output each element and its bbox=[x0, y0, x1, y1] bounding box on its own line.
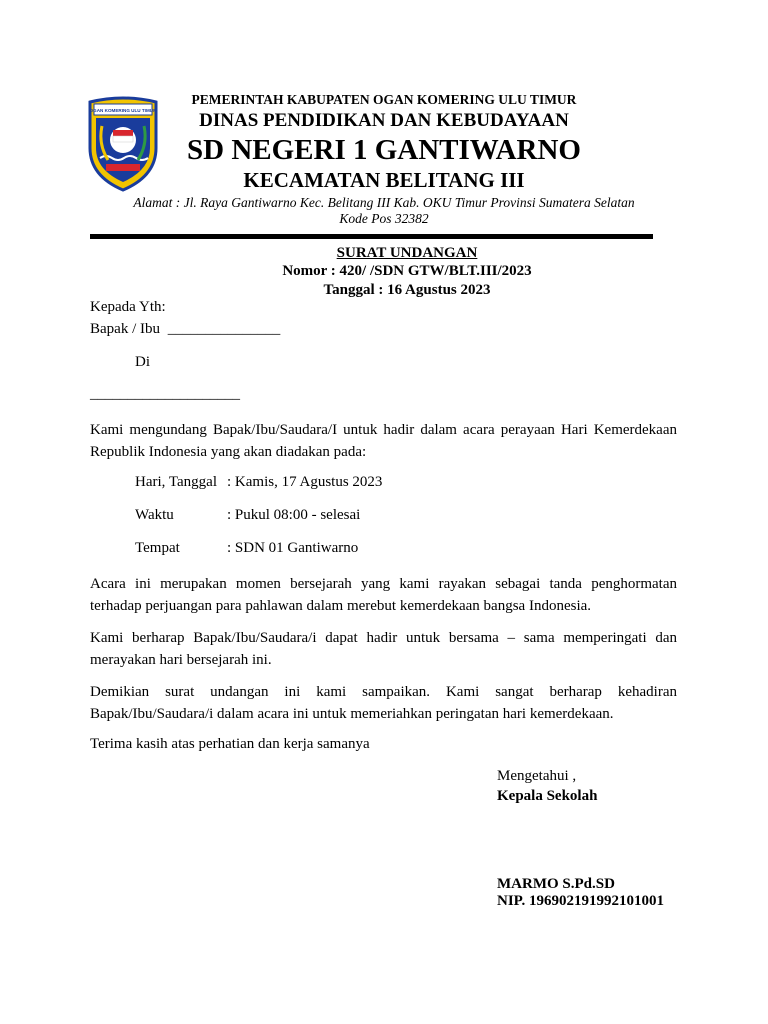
letter-number: Nomor : 420/ /SDN GTW/BLT.III/2023 bbox=[282, 263, 532, 279]
letter-title: SURAT UNDANGAN bbox=[336, 245, 478, 261]
detail-label-place: Tempat bbox=[135, 540, 180, 556]
emblem-banner-text: OGAN KOMERING ULU TIMUR bbox=[89, 108, 157, 113]
emblem-ribbon bbox=[106, 164, 140, 171]
letterhead-postal-code: Kode Pos 32382 bbox=[339, 211, 429, 226]
letterhead-divider bbox=[90, 234, 653, 239]
emblem-flag-white bbox=[113, 136, 133, 142]
letter-date: Tanggal : 16 Agustus 2023 bbox=[323, 282, 491, 298]
recipient-to: Kepada Yth: bbox=[90, 299, 166, 315]
letterhead-government: PEMERINTAH KABUPATEN OGAN KOMERING ULU TIMUR bbox=[191, 92, 577, 107]
recipient-name-blank: _______________ bbox=[167, 321, 281, 337]
detail-value-day: : Kamis, 17 Agustus 2023 bbox=[227, 474, 383, 490]
recipient-at: Di bbox=[135, 354, 150, 370]
body-paragraph-3: Demikian surat undangan ini kami sampaikan. Kami sangat berharap kehadiran Bapak/Ibu/Saudara/i dalam acara ini untuk memeriahkan peringatan hari kemerdekaan. bbox=[90, 684, 677, 722]
emblem-flag-red bbox=[113, 130, 133, 136]
letterhead-department: DINAS PENDIDIKAN DAN KEBUDAYAAN bbox=[199, 110, 569, 131]
body-paragraph-1: Acara ini merupakan momen bersejarah yang kami rayakan sebagai tanda penghormatan terhadap perjuangan para pahlawan dalam merebut kemerdekaan bangsa Indonesia. bbox=[90, 576, 677, 614]
recipient-name-line bbox=[90, 321, 280, 338]
detail-label-day: Hari, Tanggal bbox=[135, 474, 217, 490]
signature-position: Kepala Sekolah bbox=[497, 788, 598, 804]
regency-emblem-logo bbox=[86, 96, 160, 192]
opening-paragraph: Kami mengundang Bapak/Ibu/Saudara/I untuk hadir dalam acara perayaan Hari Kemerdekaan Republik Indonesia yang akan diadakan pada: bbox=[90, 422, 677, 460]
signature-nip: NIP. 196902191992101001 bbox=[497, 893, 664, 909]
letterhead-address: Alamat : Jl. Raya Gantiwarno Kec. Belitang III Kab. OKU Timur Provinsi Sumatera Selatan bbox=[133, 195, 635, 210]
letterhead-school-name: SD NEGERI 1 GANTIWARNO bbox=[187, 134, 581, 166]
detail-label-time: Waktu bbox=[135, 507, 174, 523]
recipient-place-blank: ____________________ bbox=[90, 386, 240, 402]
closing-line: Terima kasih atas perhatian dan kerja samanya bbox=[90, 736, 370, 752]
detail-value-time: : Pukul 08:00 - selesai bbox=[227, 507, 361, 523]
signature-name: MARMO S.Pd.SD bbox=[497, 876, 615, 892]
body-paragraph-2: Kami berharap Bapak/Ibu/Saudara/i dapat hadir untuk bersama – sama memperingati dan merayakan hari bersejarah ini. bbox=[90, 630, 677, 668]
detail-value-place: : SDN 01 Gantiwarno bbox=[227, 540, 359, 556]
recipient-name-label: Bapak / Ibu bbox=[90, 321, 160, 337]
signature-acknowledged: Mengetahui , bbox=[497, 768, 577, 784]
letterhead-district: KECAMATAN BELITANG III bbox=[243, 168, 525, 192]
